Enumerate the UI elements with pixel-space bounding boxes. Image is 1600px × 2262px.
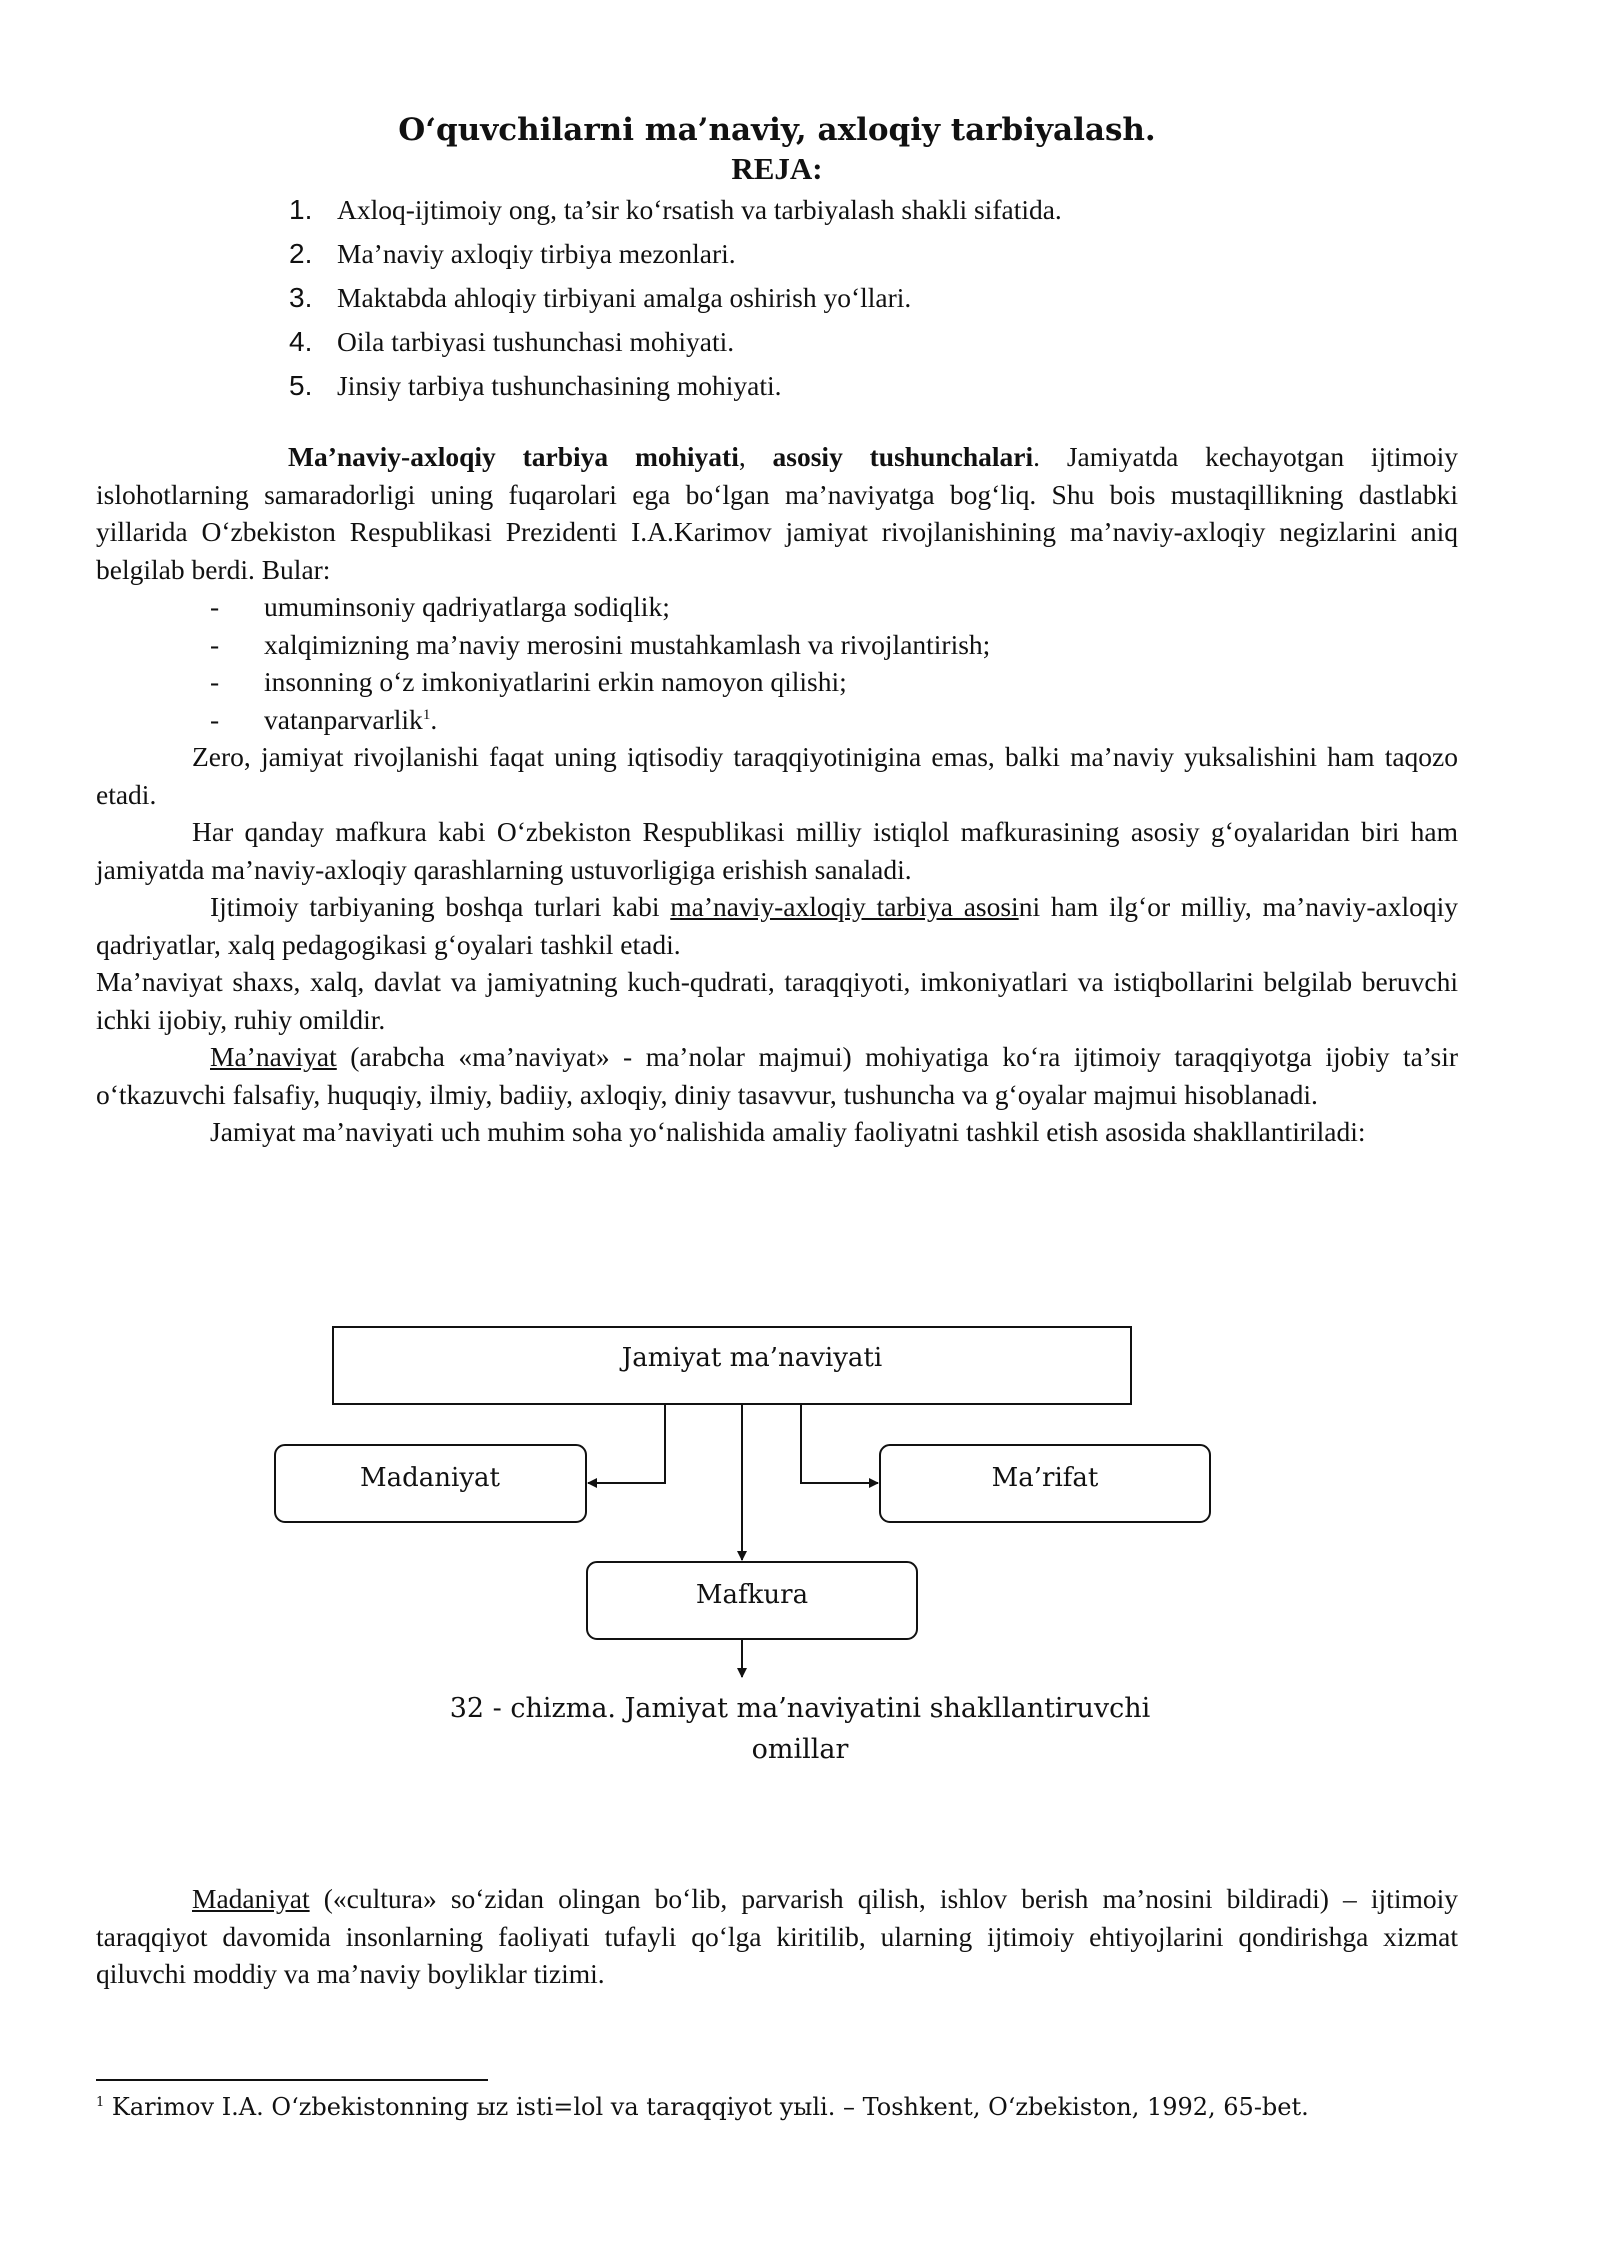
plan-item-text: Axloq-ijtimoiy ong, ta’sir ko‘rsatish va tarbiyalash shakli sifatida. <box>337 194 1062 225</box>
page-title: O‘quvchilarni ma’naviy, axloqiy tarbiyalash. <box>398 112 1156 148</box>
underlined-term: ma’naviy-axloqiy tarbiya asosi <box>670 891 1019 922</box>
intro-bold-heading: Ma’naviy-axloqiy tarbiya mohiyati <box>288 441 739 472</box>
dash-marker: - <box>210 628 220 660</box>
paragraph-manaviyat-definition: Ma’naviyat shaxs, xalq, davlat va jamiyatning kuch-qudrati, taraqqiyoti, imkoniyatlari va istiqbollarini belgilab beruvchi ichki ijobiy, ruhiy omildir. <box>96 966 1458 1035</box>
arrow-to-right <box>801 1404 878 1483</box>
underlined-term: Ma’naviyat <box>210 1041 337 1072</box>
diagram-right-label: Ma’rifat <box>991 1463 1099 1493</box>
intro-text: . Jamiyatda kechayotgan ijtimoiy islohotlarning samaradorligi uning fuqarolari ega bo‘lgan ma’naviyatga bog‘liq. Shu bois mustaqillikning dastlabki yillarida O‘zbekiston Respublikasi Prezidenti I.A.Karimov jamiyat rivojlanishining ma’naviy-axloqiy negizlarini aniq belgilab berdi. Bular: <box>96 441 1458 585</box>
plan-item-number: 3. <box>289 282 313 313</box>
madaniyat-section <box>96 1880 1458 1993</box>
footnote-mark: 1 <box>96 2095 105 2110</box>
diagram-caption-line: 32 - chizma. Jamiyat ma’naviyatini shakllantiruvchi <box>449 1693 1151 1724</box>
diagram-caption-line: omillar <box>751 1734 849 1765</box>
list-item-text: umuminsoniy qadriyatlarga sodiqlik; <box>264 591 670 622</box>
list-item-end: . <box>430 703 438 735</box>
intro-separator: , <box>738 441 773 472</box>
dash-marker: - <box>210 666 220 697</box>
footnote-divider <box>96 2079 488 2081</box>
dash-marker: - <box>210 591 220 622</box>
diagram-bottom-label: Mafkura <box>695 1580 809 1610</box>
arrow-to-left <box>588 1404 665 1483</box>
plan-item-text: Maktabda ahloqiy tirbiyani amalga oshirish yo‘llari. <box>337 282 912 313</box>
paragraph-text: («cultura» so‘zidan olingan bo‘lib, parvarish qilish, ishlov berish ma’nosini bildiradi) – ijtimoiy taraqqiyot davomida insonlarning faoliyati tufayli qo‘lga kiritilib, ularning ijtimoiy ehtiyojlarini qondirishga xizmat qiluvchi moddiy va ma’naviy boyliklar tizimi. <box>96 1883 1458 1989</box>
dash-marker: - <box>210 703 220 735</box>
paragraph-zero: Zero, jamiyat rivojlanishi faqat uning iqtisodiy taraqqiyotiniginа emas, balki ma’naviy yuksalishini ham taqozo etadi. <box>96 741 1458 810</box>
footnote <box>96 2090 1476 2124</box>
diagram-caption <box>0 1688 1600 1770</box>
plan-item-number: 4. <box>289 326 313 357</box>
paragraph-mafkura: Har qanday mafkura kabi O‘zbekiston Respublikasi milliy istiqlol mafkurasining asosiy g‘oyalaridan biri ham jamiyatda ma’naviy-axloqiy qarashlarning ustuvorligiga erishish sanaladi. <box>96 816 1458 885</box>
plan-item-text: Ma’naviy axloqiy tirbiya mezonlari. <box>337 238 736 269</box>
paragraph-text: Ijtimoiy tarbiyaning boshqa turlari kabi <box>210 891 671 922</box>
intro-bold-heading-2: asosiy tushunchalari <box>772 441 1034 472</box>
footnote-reference[interactable]: 1 <box>422 706 431 723</box>
paragraph-text: ni ham ilg‘or milliy, ma’naviy-axloqiy qadriyatlar, xalq pedagogikasi g‘oyalari tashkil etadi. <box>96 891 1458 960</box>
plan-item-number: 5. <box>289 370 313 401</box>
list-item-text: vatanparvarlik <box>264 703 423 735</box>
diagram-left-label: Madaniyat <box>360 1463 500 1493</box>
paragraph-madaniyat <box>96 1880 1458 1993</box>
plan-item-number: 2. <box>289 238 313 269</box>
plan-item-text: Oila tarbiyasi tushunchasi mohiyati. <box>337 326 735 357</box>
diagram-root-label: Jamiyat ma’naviyati <box>621 1343 883 1373</box>
list-item-text: insonning o‘z imkoniyatlarini erkin namoyon qilishi; <box>264 666 847 697</box>
plan-item-number: 1. <box>289 194 313 225</box>
plan-heading: REJA: <box>731 151 823 186</box>
list-item-text: xalqimizning ma’naviy merosini mustahkamlash va rivojlantirish; <box>264 628 991 660</box>
paragraph-text: (arabcha «ma’naviyat» - ma’nolar majmui) mohiyatiga ko‘ra ijtimoiy taraqqiyotga ijobiy ta’sir o‘tkazuvchi falsafiy, huquqiy, ilmiy, badiiy, axloqiy, diniy tasavvur, tushuncha va g‘oyalar majmui hisoblanadi. <box>96 1041 1458 1110</box>
plan-item-text: Jinsiy tarbiya tushunchasining mohiyati. <box>337 370 782 401</box>
underlined-term: Madaniyat <box>192 1883 310 1914</box>
paragraph-spheres: Jamiyat ma’naviyati uch muhim soha yo‘nalishida amaliy faoliyatni tashkil etish asosida shakllantiriladi: <box>210 1116 1366 1147</box>
footnote-text: Karimov I.A. O‘zbekistonning ыz isti=lol va taraqqiyot yыli. – Toshkent, O‘zbekiston, 1992, 65-bet. <box>104 2093 1309 2121</box>
